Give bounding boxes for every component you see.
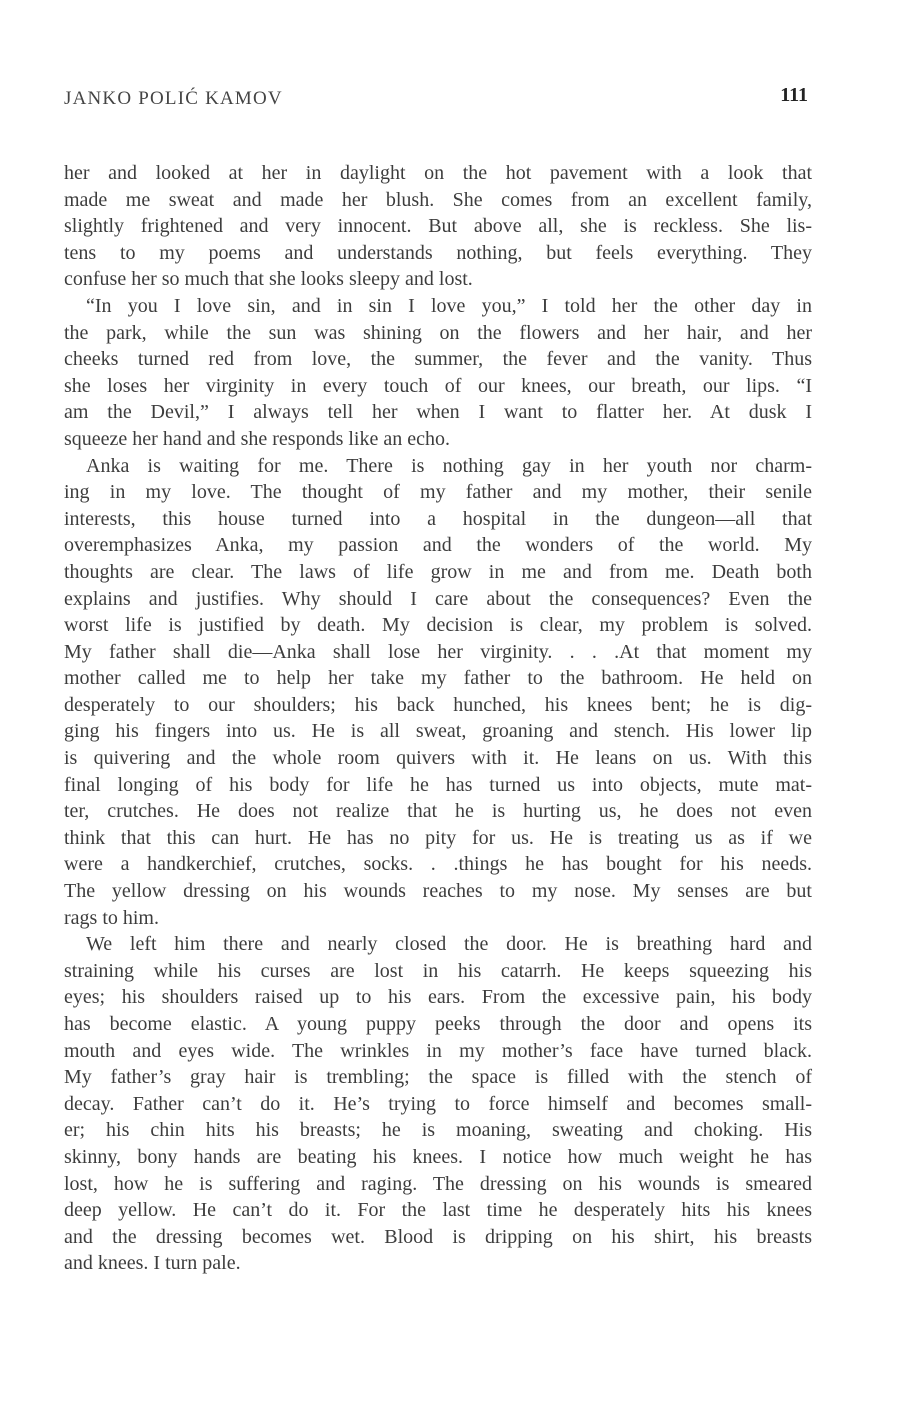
text-line: and knees. I turn pale. bbox=[64, 1252, 241, 1275]
page-number: 111 bbox=[780, 84, 808, 106]
text-line: ging his fingers into us. He is all sweat, groaning and stench. His lower lip bbox=[64, 720, 812, 743]
text-line: has become elastic. A young puppy peeks through the door and opens its bbox=[64, 1013, 812, 1035]
text-line: The yellow dressing on his wounds reaches to my nose. My senses are but bbox=[64, 880, 812, 903]
text-line: deep yellow. He can’t do it. For the last time he desperately hits his knees bbox=[64, 1199, 812, 1222]
text-line: were a handkerchief, crutches, socks. . .things he has bought for his needs. bbox=[64, 853, 812, 876]
text-line: final longing of his body for life he has turned us into objects, mute mat- bbox=[64, 773, 812, 796]
paragraph bbox=[64, 931, 812, 1277]
text-line: skinny, bony hands are beating his knees. I notice how much weight he has bbox=[64, 1145, 812, 1168]
running-head: JANKO POLIĆ KAMOV bbox=[64, 88, 283, 109]
text-line: Anka is waiting for me. There is nothing gay in her youth nor charm- bbox=[86, 454, 812, 477]
text-line: made me sweat and made her blush. She comes from an excellent family, bbox=[64, 188, 812, 211]
text-line: is quivering and the whole room quivers with it. He leans on us. With this bbox=[64, 747, 812, 770]
text-line: cheeks turned red from love, the summer, the fever and the vanity. Thus bbox=[64, 348, 812, 371]
paragraph bbox=[64, 160, 812, 293]
text-line: thoughts are clear. The laws of life grow in me and from me. Death both bbox=[64, 560, 812, 583]
text-line: eyes; his shoulders raised up to his ears. From the excessive pain, his body bbox=[64, 986, 812, 1009]
text-line: overemphasizes Anka, my passion and the wonders of the world. My bbox=[64, 534, 812, 557]
text-line: tens to my poems and understands nothing, but feels everything. They bbox=[64, 241, 812, 264]
text-line: the park, while the sun was shining on the flowers and her hair, and her bbox=[64, 321, 812, 344]
text-line: ter, crutches. He does not realize that he is hurting us, he does not even bbox=[64, 800, 812, 823]
text-line: lost, how he is suffering and raging. The dressing on his wounds is smeared bbox=[64, 1172, 812, 1195]
text-line: her and looked at her in daylight on the hot pavement with a look that bbox=[64, 162, 812, 184]
paragraph bbox=[64, 293, 812, 453]
text-line: “In you I love sin, and in sin I love you,” I told her the other day in bbox=[86, 294, 812, 317]
paragraph bbox=[64, 453, 812, 932]
body-text bbox=[64, 160, 812, 1277]
text-line: mouth and eyes wide. The wrinkles in my mother’s face have turned black. bbox=[64, 1039, 812, 1062]
text-line: squeeze her hand and she responds like an echo. bbox=[64, 427, 450, 450]
text-line: interests, this house turned into a hospital in the dungeon—all that bbox=[64, 507, 812, 530]
text-line: My father shall die—Anka shall lose her virginity. . . .At that moment my bbox=[64, 640, 812, 663]
text-line: ing in my love. The thought of my father and my mother, their senile bbox=[64, 481, 812, 504]
text-line: We left him there and nearly closed the door. He is breathing hard and bbox=[86, 933, 812, 956]
text-line: confuse her so much that she looks sleepy and lost. bbox=[64, 268, 473, 291]
text-line: worst life is justified by death. My decision is clear, my problem is solved. bbox=[64, 614, 812, 637]
text-line: decay. Father can’t do it. He’s trying to force himself and becomes small- bbox=[64, 1092, 812, 1115]
text-line: My father’s gray hair is trembling; the space is filled with the stench of bbox=[64, 1066, 812, 1089]
text-line: slightly frightened and very innocent. But above all, she is reckless. She lis- bbox=[64, 215, 812, 238]
text-line: and the dressing becomes wet. Blood is dripping on his shirt, his breasts bbox=[64, 1225, 812, 1248]
text-line: mother called me to help her take my father to the bathroom. He held on bbox=[64, 667, 812, 690]
text-line: am the Devil,” I always tell her when I want to flatter her. At dusk I bbox=[64, 401, 812, 424]
text-line: er; his chin hits his breasts; he is moaning, sweating and choking. His bbox=[64, 1119, 812, 1142]
text-line: desperately to our shoulders; his back hunched, his knees bent; he is dig- bbox=[64, 693, 812, 716]
text-line: think that this can hurt. He has no pity for us. He is treating us as if we bbox=[64, 826, 812, 849]
text-line: explains and justifies. Why should I care about the consequences? Even the bbox=[64, 587, 812, 610]
text-line: she loses her virginity in every touch of our knees, our breath, our lips. “I bbox=[64, 374, 812, 397]
text-line: rags to him. bbox=[64, 906, 159, 929]
text-line: straining while his curses are lost in his catarrh. He keeps squeezing his bbox=[64, 959, 812, 982]
